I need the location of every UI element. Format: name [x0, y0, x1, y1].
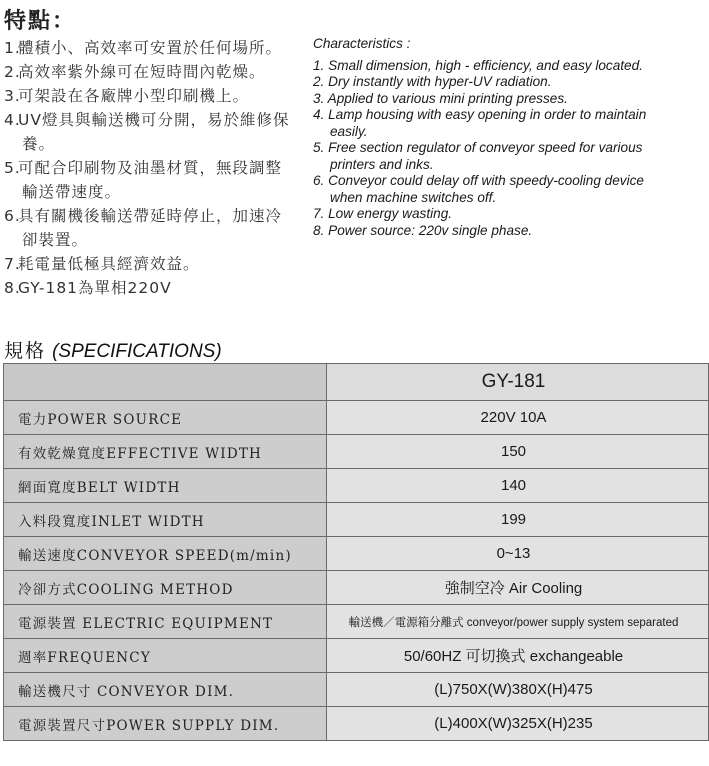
spec-header-row — [4, 364, 709, 401]
spec-label: 輸送機尺寸 CONVEYOR DIM. — [4, 673, 327, 707]
feature-zh-item: 4.UV燈具與輸送機可分開，易於維修保 養。 — [4, 111, 290, 153]
feature-en-item: 5. Free section regulator of conveyor speed for various printers and inks. — [313, 140, 643, 172]
feature-en-item: 6. Conveyor could delay off with speedy-cooling device when machine switches off. — [313, 173, 644, 205]
spec-label: 電源裝置 ELECTRIC EQUIPMENT — [4, 605, 327, 639]
spec-row — [4, 537, 709, 571]
spec-label: 入料段寬度INLET WIDTH — [4, 503, 327, 537]
spec-row — [4, 605, 709, 639]
spec-label: 電源裝置尺寸POWER SUPPLY DIM. — [4, 707, 327, 741]
spec-row — [4, 673, 709, 707]
spec-value: 140 — [327, 469, 709, 503]
feature-zh-item: 8.GY-181為單相220V — [4, 279, 172, 297]
spec-label: 輸送速度CONVEYOR SPEED(m/min) — [4, 537, 327, 571]
feature-en-item: 3. Applied to various mini printing presses. — [313, 90, 568, 106]
feature-zh-item: 5.可配合印刷物及油墨材質，無段調整 輸送帶速度。 — [4, 159, 283, 201]
feature-en-item: 7. Low energy wasting. — [313, 206, 453, 221]
spec-value: (L)400X(W)325X(H)235 — [327, 707, 709, 741]
specifications-title: 規格 (SPECIFICATIONS) — [4, 340, 222, 362]
spec-value: 199 — [327, 503, 709, 537]
spec-value: 150 — [327, 435, 709, 469]
feature-en-item: 4. Lamp housing with easy opening in order to maintain easily. — [313, 107, 647, 139]
spec-value: 強制空冷 Air Cooling — [327, 571, 709, 605]
spec-row — [4, 639, 709, 673]
feature-en-item: 8. Power source: 220v single phase. — [313, 222, 533, 238]
feature-zh-item: 3.可架設在各廠牌小型印刷機上。 — [4, 87, 250, 105]
spec-label: 有效乾燥寬度EFFECTIVE WIDTH — [4, 435, 327, 469]
feature-en-item: 2. Dry instantly with hyper-UV radiation. — [313, 74, 552, 89]
spec-row — [4, 469, 709, 503]
spec-row — [4, 435, 709, 469]
features-list-zh — [4, 36, 304, 300]
spec-header-blank — [4, 364, 327, 401]
feature-zh-item: 7.耗電量低極具經濟效益。 — [4, 255, 200, 273]
feature-zh-item: 2.高效率紫外線可在短時間內乾燥。 — [4, 63, 266, 81]
spec-value: (L)750X(W)380X(H)475 — [327, 673, 709, 707]
feature-zh-item: 6.具有關機後輸送帶延時停止，加速冷 卻裝置。 — [4, 207, 283, 249]
feature-en-item: 1. Small dimension, high - efficiency, and easy located. — [313, 57, 643, 73]
characteristics-heading: Characteristics : — [313, 36, 411, 51]
spec-model-name: GY-181 — [327, 364, 709, 401]
features-title: 特點： — [4, 9, 77, 34]
spec-label: 電力POWER SOURCE — [4, 401, 327, 435]
specifications-table — [3, 363, 709, 741]
spec-value: 輸送機／電源箱分離式 conveyor/power supply system separated — [327, 605, 709, 639]
spec-value: 0~13 — [327, 537, 709, 571]
spec-value: 220V 10A — [327, 401, 709, 435]
spec-row — [4, 401, 709, 435]
feature-zh-item: 1.體積小、高效率可安置於任何場所。 — [4, 39, 283, 57]
features-list-en — [313, 36, 709, 239]
spec-row — [4, 503, 709, 537]
spec-row — [4, 571, 709, 605]
spec-value: 50/60HZ 可切換式 exchangeable — [327, 639, 709, 673]
spec-row — [4, 707, 709, 741]
spec-label: 冷卻方式COOLING METHOD — [4, 571, 327, 605]
spec-label: 週率FREQUENCY — [4, 639, 327, 673]
spec-label: 網面寬度BELT WIDTH — [4, 469, 327, 503]
